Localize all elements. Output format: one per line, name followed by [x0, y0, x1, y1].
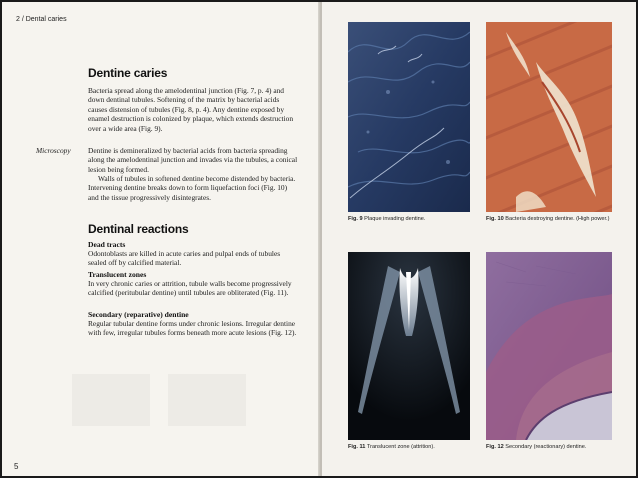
figure-9-caption: Plaque invading dentine.: [364, 216, 426, 222]
running-head: 2 / Dental caries: [16, 16, 67, 23]
figure-10-bacteria-micrograph: [486, 22, 612, 212]
figure-9-label: Fig. 9: [348, 216, 363, 222]
figure-12-secondary-dentine-micrograph: [486, 252, 612, 440]
paragraph-liquefaction: Walls of tubules in softened dentine become distended by bacteria. Intervening dentine breaks down to form liquefaction foci (Fig. 10) and the tissue progressively disintegrates.: [88, 174, 296, 202]
margin-label-microscopy: Microscopy: [36, 146, 71, 155]
figure-11-label: Fig. 11: [348, 444, 366, 450]
section-title-dentinal-reactions: Dentinal reactions: [88, 222, 189, 236]
caption-figure-12: [486, 444, 616, 451]
subheading-secondary-dentine: Secondary (reparative) dentine: [88, 310, 189, 319]
caption-figure-9: [348, 216, 478, 223]
paragraph-translucent-zones: In very chronic caries or attrition, tubule walls become progressively calcified (peritubular dentine) until tubules are obliterated (Fig. 11).: [88, 279, 292, 298]
section-title-dentine-caries: Dentine caries: [88, 66, 168, 80]
figure-12-label: Fig. 12: [486, 444, 504, 450]
right-page: [322, 2, 636, 476]
left-page: [2, 2, 320, 476]
paragraph-secondary-dentine: Regular tubular dentine forms under chronic lesions. Irregular dentine with few, irregular tubules forms beneath more acute lesions (Fig. 12).: [88, 319, 297, 338]
figure-12-caption: Secondary (reactionary) dentine.: [505, 444, 587, 450]
subheading-translucent-zones: Translucent zones: [88, 270, 147, 279]
figure-9-plaque-micrograph: [348, 22, 470, 212]
show-through-image: [72, 374, 150, 426]
figure-11-translucent-zone-photo: [348, 252, 470, 440]
paragraph-microscopy: Dentine is demineralized by bacterial acids from bacteria spreading along the amelodentinal junction and invades via the tubules, a conical lesion being formed.: [88, 146, 298, 174]
caption-figure-10: [486, 216, 616, 223]
subheading-dead-tracts: Dead tracts: [88, 240, 126, 249]
show-through-image: [168, 374, 246, 426]
caption-figure-11: [348, 444, 478, 451]
figure-10-label: Fig. 10: [486, 216, 504, 222]
figure-10-caption: Bacteria destroying dentine. (High power.): [505, 216, 610, 222]
paragraph-dentine-caries: Bacteria spread along the amelodentinal junction (Fig. 7, p. 4) and down dentinal tubules. Softening of the matrix by bacterial acids causes distension of tubules (Fig. 8, p. 4). Any dentine exposed by enamel destruction is colonized by plaque, which extends destruction over a wide area (Fig. 9).: [88, 86, 294, 133]
paragraph-dead-tracts: Odontoblasts are killed in acute caries and pulpal ends of tubules sealed off by calcified material.: [88, 249, 281, 268]
figure-11-caption: Translucent zone (attrition).: [366, 444, 435, 450]
page-number: 5: [14, 462, 19, 471]
